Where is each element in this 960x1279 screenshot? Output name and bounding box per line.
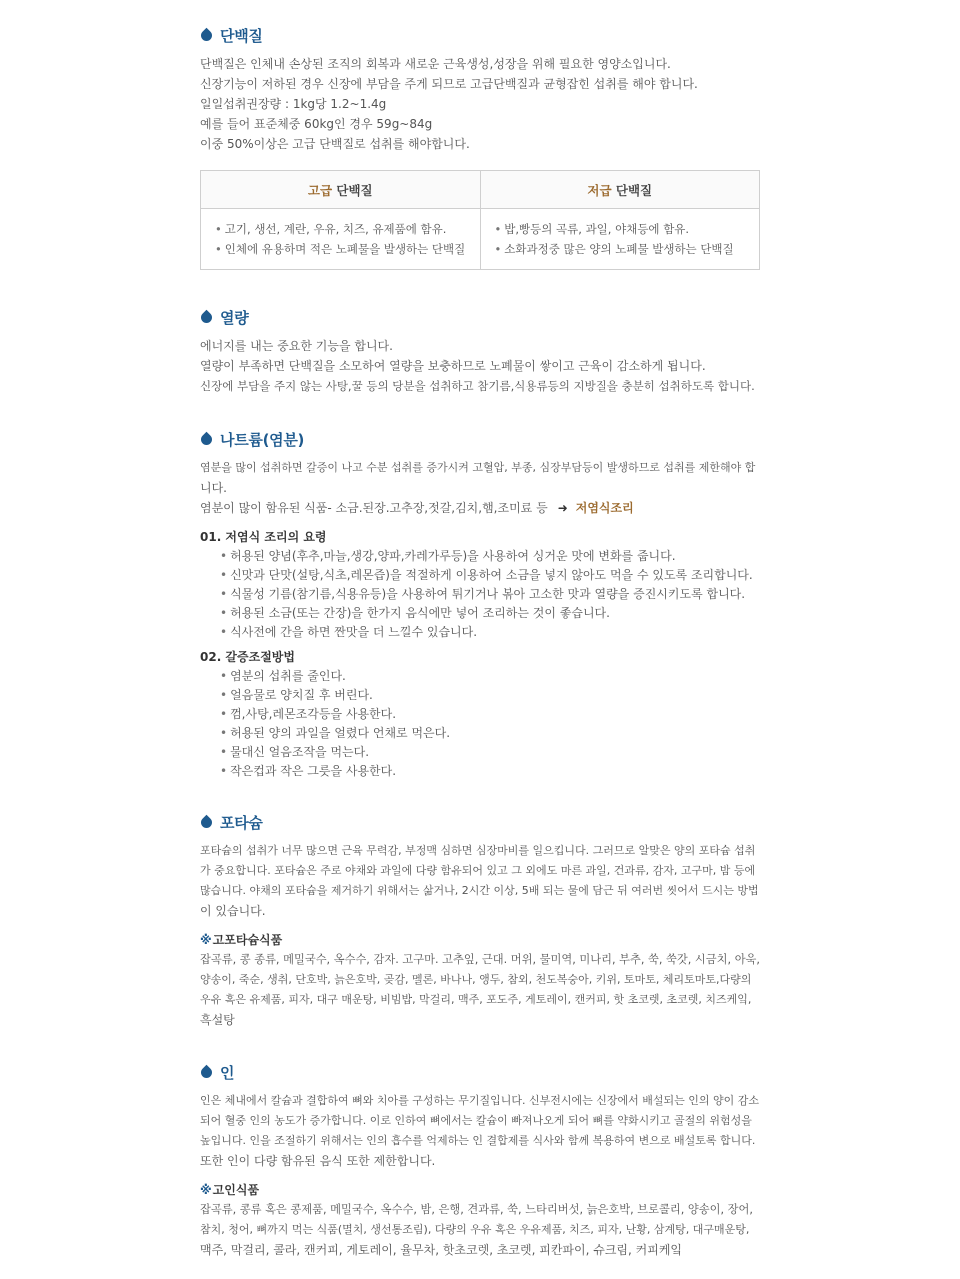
text-line: 인은 체내에서 칼슘과 결합하여 뼈와 치아를 구성하는 무기질입니다. 신부전시에는 신장에서 배설되는 인의 양이 감소 bbox=[200, 1094, 759, 1107]
protein-description bbox=[200, 54, 760, 154]
section-header bbox=[200, 1061, 760, 1083]
list-item: • 껌,사탕,레몬조각등을 사용한다. bbox=[220, 705, 760, 724]
text-line: 높입니다. 인을 조절하기 위해서는 인의 흡수를 억제하는 인 결합제를 식사와 함께 복용하여 변으로 배설토록 합니다. bbox=[200, 1134, 756, 1147]
arrow-right-icon: ➜ bbox=[557, 501, 568, 515]
reference-mark: ※ bbox=[200, 933, 212, 947]
list-item: • 허용된 양념(후추,마늘,생강,양파,카레가루등)을 사용하여 싱거운 맛에 변화를 줍니다. bbox=[220, 547, 760, 566]
section-title: 포타슘 bbox=[220, 813, 263, 832]
list-item: • 식물성 기름(참기름,식용유등)을 사용하여 튀기거나 볶아 고소한 맛과 열량을 증진시키도록 합니다. bbox=[220, 585, 760, 604]
water-drop-icon bbox=[199, 814, 215, 830]
list-item: • 인체에 유용하며 적은 노폐물을 발생하는 단백질 bbox=[215, 239, 466, 259]
low-sodium-tips bbox=[200, 528, 760, 642]
section-phosphorus bbox=[200, 1061, 760, 1260]
text-line bbox=[200, 498, 760, 518]
text-line: 많습니다. 야채의 포타슘을 제거하기 위해서는 삶거나, 2시간 이상, 5배 되는 물에 담근 뒤 여러번 씻어서 드시는 방법 bbox=[200, 884, 759, 897]
section-header bbox=[200, 428, 760, 450]
text-line: 니다. bbox=[200, 481, 227, 495]
phosphorus-description bbox=[200, 1091, 760, 1171]
list-item: • 소화과정중 많은 양의 노폐물 발생하는 단백질 bbox=[495, 239, 746, 259]
text-line: 포타슘의 섭취가 너무 많으면 근육 무력감, 부정맥 심하면 심장마비를 일으킵니다. 그러므로 알맞은 양의 포타슘 섭취 bbox=[200, 844, 756, 857]
section-title: 인 bbox=[220, 1063, 235, 1082]
section-header bbox=[200, 306, 760, 328]
protein-comparison-table bbox=[200, 170, 760, 270]
tips-list bbox=[200, 547, 760, 642]
list-item: • 신맛과 단맛(설탕,식초,레몬즙)을 적절하게 이용하여 소금을 넣지 않아도 먹을 수 있도록 조리합니다. bbox=[220, 566, 760, 585]
food-list bbox=[200, 1200, 760, 1260]
high-phosphorus-foods bbox=[200, 1180, 760, 1260]
text-line: 염분을 많이 섭취하면 갈증이 나고 수분 섭취를 증가시켜 고혈압, 부종, 심장부담등이 발생하므로 섭취를 제한해야 합 bbox=[200, 461, 756, 474]
section-title: 나트륨(염분) bbox=[220, 430, 305, 449]
list-item: • 물대신 얼음조작을 먹는다. bbox=[220, 743, 760, 762]
list-item: • 얼음물로 양치질 후 버린다. bbox=[220, 686, 760, 705]
text-line: 가 중요합니다. 포타슘은 주로 야채와 과일에 다량 함유되어 있고 그 외에도 마른 과일, 건과류, 감자, 고구마, 밤 등에 bbox=[200, 864, 756, 877]
list-item: • 허용된 소금(또는 간장)을 한가지 음식에만 넣어 조리하는 것이 좋습니다. bbox=[220, 604, 760, 623]
text-line: 참치, 청어, 뼈까지 먹는 식품(멸치, 생선통조림), 다량의 우유 혹은 우유제품, 치즈, 피자, 난황, 삼계탕, 대구매운탕, bbox=[200, 1223, 750, 1236]
table-header-low-quality: 저급 단백질 bbox=[480, 171, 760, 209]
table-cell-high-quality bbox=[201, 209, 481, 270]
section-calorie bbox=[200, 306, 760, 396]
low-sodium-cooking-label: 저염식조리 bbox=[575, 501, 634, 515]
text-line: 흑설탕 bbox=[200, 1013, 235, 1027]
list-item: • 식사전에 간을 하면 짠맛을 더 느낄수 있습니다. bbox=[220, 623, 760, 642]
text-line: 맥주, 막걸리, 콜라, 캔커피, 게토레이, 율무차, 핫초코렛, 초코렛, 피칸파이, 슈크림, 커피케잌 bbox=[200, 1243, 683, 1257]
high-potassium-foods bbox=[200, 930, 760, 1030]
text-line: 에너지를 내는 중요한 기능을 합니다. bbox=[200, 339, 393, 353]
water-drop-icon bbox=[199, 309, 215, 325]
calorie-description bbox=[200, 336, 760, 396]
text-line: 우유 혹은 유제품, 피자, 대구 매운탕, 비빔밥, 막걸리, 맥주, 포도주, 게토레이, 캔커피, 핫 초코렛, 초코렛, 치즈케잌, bbox=[200, 993, 752, 1006]
sodium-description bbox=[200, 458, 760, 518]
text-line: 단백질은 인체내 손상된 조직의 회복과 새로운 근육생성,성장을 위해 필요한 영양소입니다. bbox=[200, 57, 671, 71]
text-line: 신장에 부담을 주지 않는 사탕,꿀 등의 당분을 섭취하고 참기름,식용류등의 지방질을 충분히 섭취하도록 합니다. bbox=[200, 379, 755, 393]
section-potassium bbox=[200, 811, 760, 1030]
note-title: ※고포타슘식품 bbox=[200, 933, 283, 947]
section-header bbox=[200, 811, 760, 833]
list-item: • 허용된 양의 과일을 얼렸다 언채로 먹은다. bbox=[220, 724, 760, 743]
high-sodium-foods: 염분이 많이 함유된 식품- 소금.된장.고추장,젓갈,김치,햄,조미료 등 bbox=[200, 501, 548, 515]
potassium-description bbox=[200, 841, 760, 921]
subsection-title: 02. 갈증조절방법 bbox=[200, 650, 295, 664]
table-cell-low-quality bbox=[480, 209, 760, 270]
table-header-high-quality: 고급 단백질 bbox=[201, 171, 481, 209]
section-header bbox=[200, 24, 760, 46]
text-line: 되어 혈중 인의 농도가 증가합니다. 이로 인하여 뼈에서는 칼슘이 빠져나오게 되어 뼈를 약화시키고 골절의 위험성을 bbox=[200, 1114, 752, 1127]
text-line: 이 있습니다. bbox=[200, 904, 266, 918]
text-line: 신장기능이 저하된 경우 신장에 부담을 주게 되므로 고급단백질과 균형잡힌 섭취를 해야 합니다. bbox=[200, 77, 698, 91]
text-line: 일일섭취권장량 : 1kg당 1.2~1.4g bbox=[200, 97, 387, 111]
food-list bbox=[200, 950, 760, 1030]
text-line: 또한 인이 다량 함유된 음식 또한 제한합니다. bbox=[200, 1154, 436, 1168]
thirst-control bbox=[200, 648, 760, 781]
section-protein bbox=[200, 24, 760, 270]
list-item: • 작은컵과 작은 그릇을 사용한다. bbox=[220, 762, 760, 781]
reference-mark: ※ bbox=[200, 1183, 212, 1197]
section-title: 단백질 bbox=[220, 26, 263, 45]
list-item: • 밥,빵등의 곡류, 과일, 야채등에 함유. bbox=[495, 219, 746, 239]
note-title: ※고인식품 bbox=[200, 1183, 260, 1197]
text-line: 이중 50%이상은 고급 단백질로 섭취를 해야합니다. bbox=[200, 137, 470, 151]
water-drop-icon bbox=[199, 431, 215, 447]
subsection-title: 01. 저염식 조리의 요령 bbox=[200, 530, 327, 544]
text-line: 양송이, 죽순, 생취, 단호박, 늙은호박, 곶감, 멜론, 바나나, 앵두, 참외, 천도복숭아, 키위, 토마토, 체리토마토,다량의 bbox=[200, 973, 752, 986]
section-sodium bbox=[200, 428, 760, 781]
text-line: 잡곡류, 콩 종류, 메밀국수, 옥수수, 감자. 고구마. 고추잎, 근대. 머위, 물미역, 미나리, 부추, 쑥, 쑥갓, 시금치, 아욱, bbox=[200, 953, 761, 966]
list-item: • 염분의 섭취를 줄인다. bbox=[220, 667, 760, 686]
thirst-list bbox=[200, 667, 760, 781]
water-drop-icon bbox=[199, 27, 215, 43]
text-line: 열량이 부족하면 단백질을 소모하여 열량을 보충하므로 노폐물이 쌓이고 근육이 감소하게 됩니다. bbox=[200, 359, 706, 373]
water-drop-icon bbox=[199, 1064, 215, 1080]
text-line: 잡곡류, 콩류 혹은 콩제품, 메밀국수, 옥수수, 밤, 은행, 견과류, 쑥, 느타리버섯, 늙은호박, 브로콜리, 양송이, 장어, bbox=[200, 1203, 753, 1216]
section-title: 열량 bbox=[220, 308, 249, 327]
text-line: 예를 들어 표준체중 60kg인 경우 59g~84g bbox=[200, 117, 433, 131]
list-item: • 고기, 생선, 계란, 우유, 치즈, 유제품에 함유. bbox=[215, 219, 466, 239]
